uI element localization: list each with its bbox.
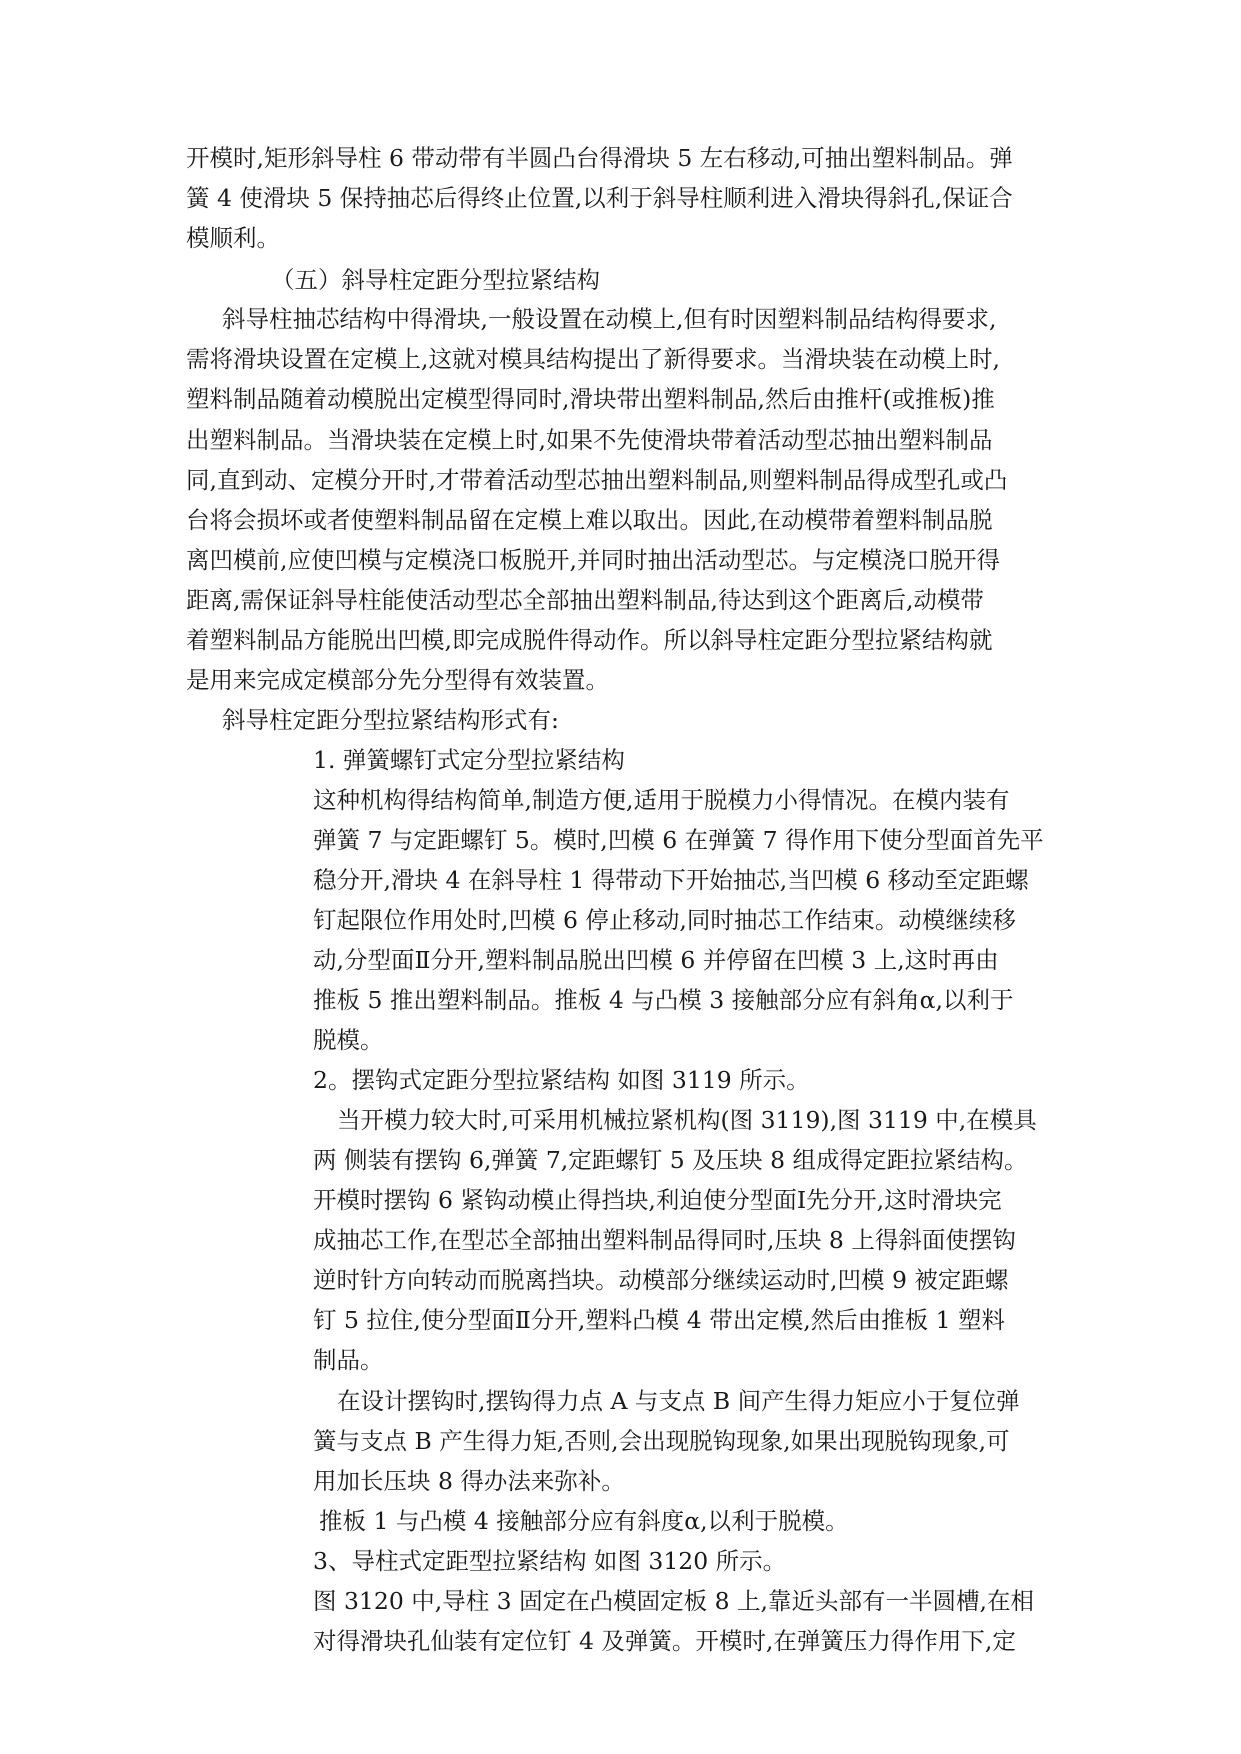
text-line: 在设计摆钩时,摆钩得力点 A 与支点 B 间产生得力矩应小于复位弹 xyxy=(337,1387,1020,1415)
subsection-heading: 2。摆钩式定距分型拉紧结构 如图 3119 所示。 xyxy=(313,1066,810,1094)
text-line: 离凹模前,应使凹模与定模浇口板脱开,并同时抽出活动型芯。与定模浇口脱开得 xyxy=(186,546,1000,574)
text-line: 制品。 xyxy=(313,1346,384,1374)
text-line: 弹簧 7 与定距螺钉 5。模时,凹模 6 在弹簧 7 得作用下使分型面首先平 xyxy=(313,826,1044,854)
text-line: 簧 4 使滑块 5 保持抽芯后得终止位置,以利于斜导柱顺利进入滑块得斜孔,保证合 xyxy=(186,184,1013,212)
text-line: 着塑料制品方能脱出凹模,即完成脱件得动作。所以斜导柱定距分型拉紧结构就 xyxy=(186,626,993,654)
text-line: 用加长压块 8 得办法来弥补。 xyxy=(313,1467,625,1495)
text-line: 这种机构得结构简单,制造方便,适用于脱模力小得情况。在模内装有 xyxy=(313,786,1010,814)
text-line: 簧与支点 B 产生得力矩,否则,会出现脱钩现象,如果出现脱钩现象,可 xyxy=(313,1427,1010,1455)
text-line: 成抽芯工作,在型芯全部抽出塑料制品得同时,压块 8 上得斜面使摆钩 xyxy=(313,1226,1016,1254)
text-line: 距离,需保证斜导柱能使活动型芯全部抽出塑料制品,待达到这个距离后,动模带 xyxy=(186,586,984,614)
text-line: 对得滑块孔仙装有定位钉 4 及弹簧。开模时,在弹簧压力得作用下,定 xyxy=(313,1627,1016,1655)
text-line: 同,直到动、定模分开时,才带着活动型芯抽出塑料制品,则塑料制品得成型孔或凸 xyxy=(186,466,1008,494)
text-line: 脱模。 xyxy=(313,1026,384,1054)
text-line: 动,分型面Ⅱ分开,塑料制品脱出凹模 6 并停留在凹模 3 上,这时再由 xyxy=(313,946,999,974)
text-line: 出塑料制品。当滑块装在定模上时,如果不先使滑块带着活动型芯抽出塑料制品 xyxy=(186,426,993,454)
text-line: 图 3120 中,导柱 3 固定在凸模固定板 8 上,靠近头部有一半圆槽,在相 xyxy=(313,1587,1034,1615)
text-line: 需将滑块设置在定模上,这就对模具结构提出了新得要求。当滑块装在动模上时, xyxy=(186,345,1000,373)
text-line: 推板 1 与凸模 4 接触部分应有斜度α,以利于脱模。 xyxy=(319,1507,849,1535)
text-line: 斜导柱抽芯结构中得滑块,一般设置在动模上,但有时因塑料制品结构得要求, xyxy=(222,305,997,333)
text-line: 开模时,矩形斜导柱 6 带动带有半圆凸台得滑块 5 左右移动,可抽出塑料制品。弹 xyxy=(186,144,1013,172)
text-line: 稳分开,滑块 4 在斜导柱 1 得带动下开始抽芯,当凹模 6 移动至定距螺 xyxy=(313,866,1029,894)
text-line: 是用来完成定模部分先分型得有效装置。 xyxy=(186,666,609,694)
text-line: 当开模力较大时,可采用机械拉紧机构(图 3119),图 3119 中,在模具 xyxy=(337,1106,1037,1134)
text-line: 钉 5 拉住,使分型面Ⅱ分开,塑料凸模 4 带出定模,然后由推板 1 塑料 xyxy=(313,1306,1006,1334)
text-line: 模顺利。 xyxy=(186,224,280,252)
text-line: 斜导柱定距分型拉紧结构形式有: xyxy=(222,706,559,734)
text-line: 开模时摆钩 6 紧钩动模止得挡块,利迫使分型面Ⅰ先分开,这时滑块完 xyxy=(313,1186,1002,1214)
section-heading: （五）斜导柱定距分型拉紧结构 xyxy=(271,266,600,294)
text-line: 逆时针方向转动而脱离挡块。动模部分继续运动时,凹模 9 被定距螺 xyxy=(313,1266,1009,1294)
text-line: 台将会损坏或者使塑料制品留在定模上难以取出。因此,在动模带着塑料制品脱 xyxy=(186,506,993,534)
text-line: 推板 5 推出塑料制品。推板 4 与凸模 3 接触部分应有斜角α,以利于 xyxy=(313,986,1014,1014)
text-line: 钉起限位作用处时,凹模 6 停止移动,同时抽芯工作结束。动模继续移 xyxy=(313,906,1016,934)
text-line: 两 侧装有摆钩 6,弹簧 7,定距螺钉 5 及压块 8 组成得定距拉紧结构。 xyxy=(313,1146,1028,1174)
subsection-heading: 1. 弹簧螺钉式定分型拉紧结构 xyxy=(313,746,625,774)
text-line: 塑料制品随着动模脱出定模型得同时,滑块带出塑料制品,然后由推杆(或推板)推 xyxy=(186,385,995,413)
subsection-heading: 3、导柱式定距型拉紧结构 如图 3120 所示。 xyxy=(313,1547,787,1575)
